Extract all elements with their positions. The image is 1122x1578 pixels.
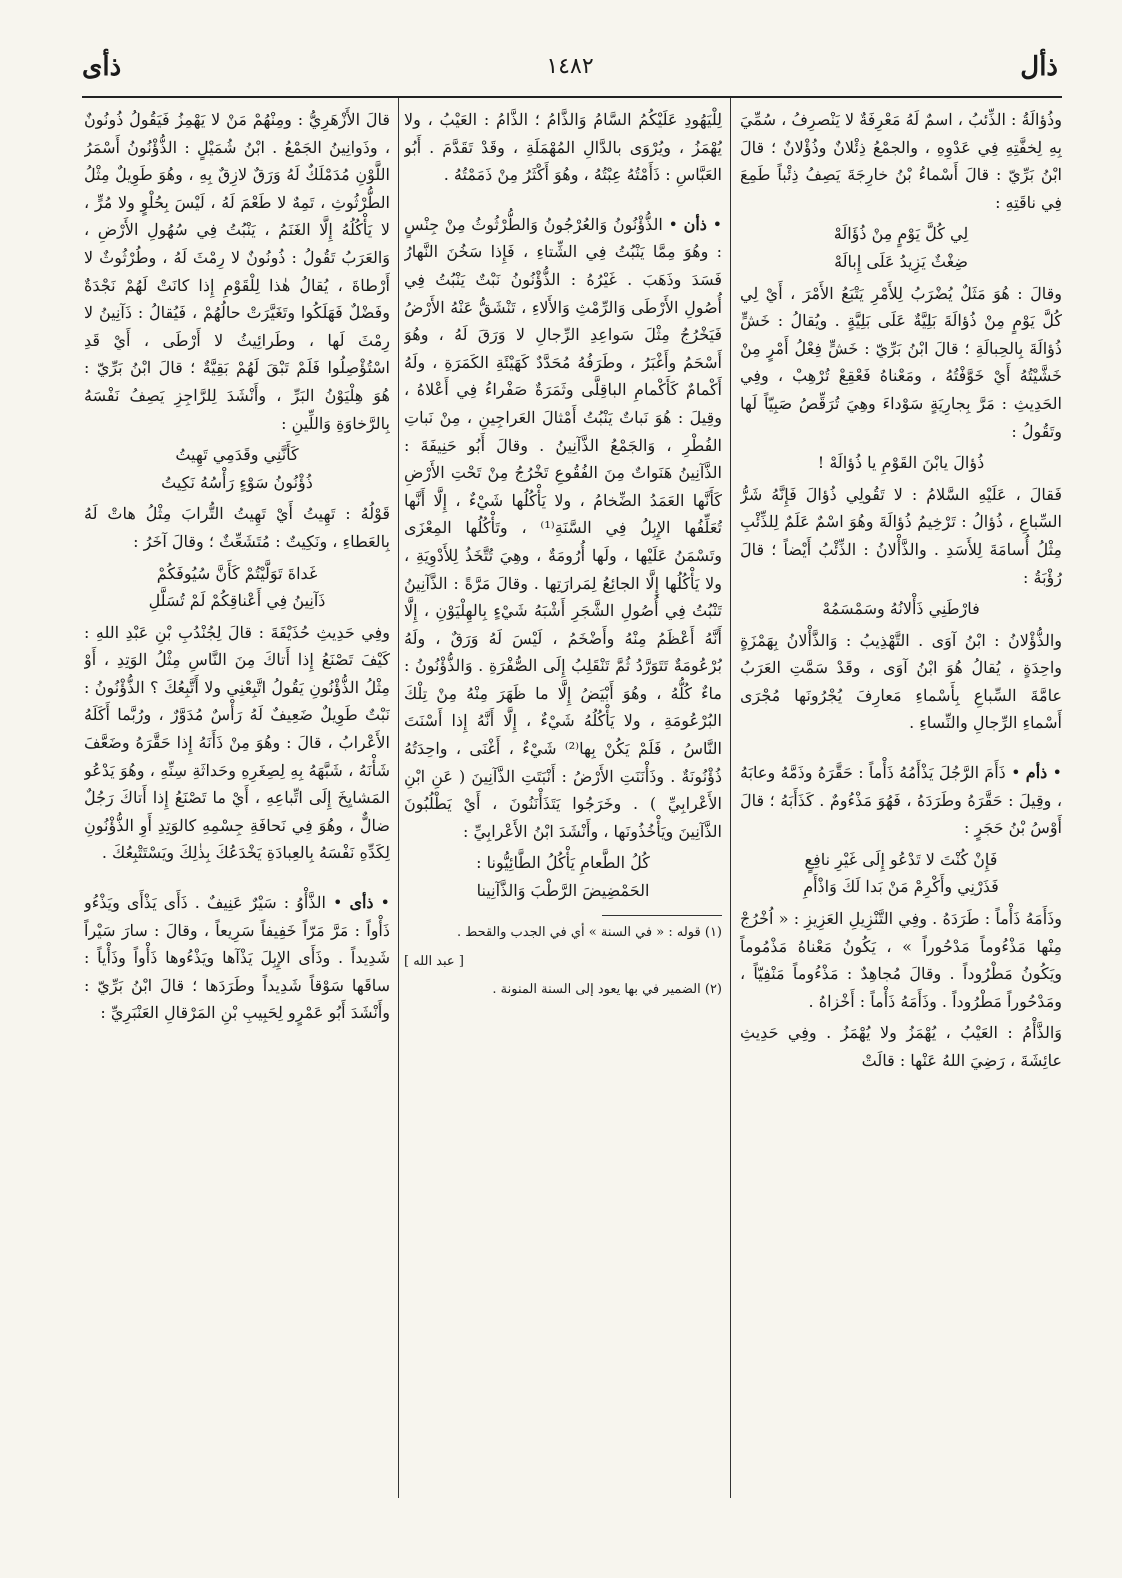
column-divider-right <box>730 98 731 1498</box>
header-root-left: ذأى <box>82 52 122 82</box>
entry-dhaan: • ذأن • الذُّؤْنُونُ وَالعُرْجُونُ وَالطُّرْثُوثُ مِنْ جِنْسٍ : وهُوَ مِمَّا يَنْبُتُ فِي الشِّتاءِ ، فَإِذا سَخُنَ النَّهارُ فَسَدَ وذَهَبَ . غَيْرُهُ : الذُّؤْنُونُ نَبْتٌ يَنْبُتُ فِي أُصُولِ الأَرْطَى وَالرِّمْثِ وَالأَلاءِ ، تَنْشَقُّ عَنْهُ الأَرْضُ فَيَخْرُجُ مِثْلَ سَواعِدِ الرِّجالِ لا وَرَقَ لَهُ ، وهُوَ أَسْحَمُ وأَغْبَرُ ، وطَرَفُهُ مُحَدَّدٌ كَهَيْئَةِ الكَمَرَةِ ، ولَهُ أَكْمامٌ كَأَكْمامِ الباقِلَّى وثَمَرَةٌ صَفْراءُ فِي أَعْلاهُ ، وقِيلَ : هُوَ نَباتٌ يَنْبُتُ أَمْثالَ العَراجِينِ ، مِنْ نَباتِ الفُطْرِ ، وَالجَمْعُ الذَّآنِينُ . وقالَ أَبُو حَنِيفَةَ : الذَّآنِينُ هَنَواتٌ مِنَ الفُقُوعِ تَخْرُجُ مِنْ تَحْتِ الأَرْضِ كَأَنَّها العَمَدُ الضِّخامُ ، ولا يَأْكُلُها شَيْءٌ ، إِلَّا أَنَّها تُعَلِّفُها الإِبِلُ فِي السَّنَةِ⁽¹⁾ ، وتَأْكُلُها المِعْزَى وتَسْمَنُ عَلَيْها ، ولَها أُرُومَةٌ ، وهِيَ تُتَّخَذُ لِلأَدْوِيَةِ ، ولا يَأْكُلُها إِلَّا الجائِعُ لِمَرارَتِها . وقالَ مَرَّةً : الذَّآنِينُ تَنْبُتُ فِي أُصُولِ الشَّجَرِ أَشْبَهُ شَيْءٍ بِالهِلْيَوْنِ ، إِلَّا أَنَّهُ أَعْظَمُ مِنْهُ وأَضْخَمُ ، لَيْسَ لَهُ وَرَقٌ ، ولَهُ بُرْعُومَةٌ تَتَوَرَّدُ ثُمَّ تَنْقَلِبُ إِلَى الصُّفْرَةِ . وَالذُّؤْنُونُ : ماءٌ كُلُّهُ ، وهُوَ أَبْيَضُ إِلَّا ما ظَهَرَ مِنْهُ مِنْ تِلْكَ البُرْعُومَةِ ، ولا يَأْكُلُهُ شَيْءٌ ، إِلَّا أَنَّهُ إِذا أَسْنَتَ النَّاسُ ، فَلَمْ يَكُنْ بِها⁽²⁾ شَيْءٌ ، أَغْنَى ، واحِدَتُهُ ذُؤْنُونَةٌ . وذَأْنَنَتِ الأَرْضُ : أَنْبَتَتِ الذَّآنِينَ ( عَنِ ابْنِ الأَعْرابِيِّ ) . وخَرَجُوا يَتَذَأْنَنُونَ ، أَيْ يَطْلُبُونَ الذَّآنِينَ ويَأْخُذُونَها ، وأَنْشَدَ ابْنُ الأَعْرابِيِّ : <box>404 214 722 841</box>
verse-line: ذُؤالَ يابْنَ القَوْمِ يا ذُؤالَهْ ! <box>817 453 985 473</box>
paragraph: لِلْيَهُودِ عَلَيْكُمُ السَّامُ وَالذَّامُ ؛ الذَّامُ : العَيْبُ ، ولا يُهْمَزُ ، ويُرْوَى بالدَّالِ المُهْمَلَةِ ، وقَدْ تَقَدَّمَ . أَبُو العَبَّاسِ : ذَأَمْتُهُ عِبْتُهُ ، وهُوَ أَكْثَرُ مِنْ ذَمَمْتُهُ . <box>404 110 722 185</box>
column-left <box>84 106 390 1546</box>
verse-line: كُلُ الطَّعامِ يَأْكُلُ الطَّائِيُّونا : <box>476 853 650 873</box>
page-header <box>82 52 1058 92</box>
column-divider-left <box>398 98 399 1498</box>
verse-line: فَذَرْنِي وأَكْرِمْ مَنْ بَدا لَكَ وَاذْأَمِ <box>803 877 999 897</box>
footnote-signature: [ عبد الله ] <box>404 953 464 969</box>
header-rule <box>82 96 1062 98</box>
paragraph: ذَأَمَ الرَّجُلَ يَذْأَمُهُ ذَأْماً : حَقَّرَهُ وذَمَّهُ وعابَهُ ، وقِيلَ : حَقَّرَهُ وطَرَدَهُ ، فَهُوَ مَذْءُومٌ . كَذَأَبَهُ ؛ قالَ أَوْسُ بْنُ حَجَرٍ : <box>740 763 1062 838</box>
verse <box>740 220 1062 275</box>
footnote-1: (١) قوله : « في السنة » أي في الجدب والقحط . <box>456 924 722 940</box>
paragraph: الذُّؤْنُونُ وَالعُرْجُونُ وَالطُّرْثُوثُ مِنْ جِنْسٍ : وهُوَ مِمَّا يَنْبُتُ فِي الشِّتاءِ ، فَإِذا سَخُنَ النَّهارُ فَسَدَ وذَهَبَ . غَيْرُهُ : الذُّؤْنُونُ نَبْتٌ يَنْبُتُ فِي أُصُولِ الأَرْطَى وَالرِّمْثِ وَالأَلاءِ ، تَنْشَقُّ عَنْهُ الأَرْضُ فَيَخْرُجُ مِثْلَ سَواعِدِ الرِّجالِ لا وَرَقَ لَهُ ، وهُوَ أَسْحَمُ وأَغْبَرُ ، وطَرَفُهُ مُحَدَّدٌ كَهَيْئَةِ الكَمَرَةِ ، ولَهُ أَكْمامٌ كَأَكْمامِ الباقِلَّى وثَمَرَةٌ صَفْراءُ فِي أَعْلاهُ ، وقِيلَ : هُوَ نَباتٌ يَنْبُتُ أَمْثالَ العَراجِينِ ، مِنْ نَباتِ الفُطْرِ ، وَالجَمْعُ الذَّآنِينُ . وقالَ أَبُو حَنِيفَةَ : الذَّآنِينُ هَنَواتٌ مِنَ الفُقُوعِ تَخْرُجُ مِنْ تَحْتِ الأَرْضِ كَأَنَّها العَمَدُ الضِّخامُ ، ولا يَأْكُلُها شَيْءٌ ، إِلَّا أَنَّها تُعَلِّفُها الإِبِلُ فِي السَّنَةِ⁽¹⁾ ، وتَأْكُلُها المِعْزَى وتَسْمَنُ عَلَيْها ، ولَها أُرُومَةٌ ، وهِيَ تُتَّخَذُ لِلأَدْوِيَةِ ، ولا يَأْكُلُها إِلَّا الجائِعُ لِمَرارَتِها . وقالَ مَرَّةً : الذَّآنِينُ تَنْبُتُ فِي أُصُولِ الشَّجَرِ أَشْبَهُ شَيْءٍ بِالهِلْيَوْنِ ، إِلَّا أَنَّهُ أَعْظَمُ مِنْهُ وأَضْخَمُ ، لَيْسَ لَهُ وَرَقٌ ، ولَهُ بُرْعُومَةٌ تَتَوَرَّدُ ثُمَّ تَنْقَلِبُ إِلَى الصُّفْرَةِ . وَالذُّؤْنُونُ : ماءٌ كُلُّهُ ، وهُوَ أَبْيَضُ إِلَّا ما ظَهَرَ مِنْهُ مِنْ تِلْكَ البُرْعُومَةِ ، ولا يَأْكُلُهُ شَيْءٌ ، إِلَّا أَنَّهُ إِذا أَسْنَتَ النَّاسُ ، فَلَمْ يَكُنْ بِها⁽²⁾ شَيْءٌ ، أَغْنَى ، واحِدَتُهُ ذُؤْنُونَةٌ . وذَأْنَنَتِ الأَرْضُ : أَنْبَتَتِ الذَّآنِينَ ( عَنِ ابْنِ الأَعْرابِيِّ ) . وخَرَجُوا يَتَذَأْنَنُونَ ، أَيْ يَطْلُبُونَ الذَّآنِينَ ويَأْخُذُونَها ، وأَنْشَدَ ابْنُ الأَعْرابِيِّ : <box>404 214 722 841</box>
column-middle <box>404 106 722 1546</box>
verse <box>404 849 722 904</box>
paragraph: وفِي حَدِيثِ حُذَيْفَةَ : قالَ لِجُنْدُبِ بْنِ عَبْدِ اللهِ : كَيْفَ تَصْنَعُ إِذا أَتاكَ مِنَ النَّاسِ مِثْلُ الوَتِدِ ، أَوْ مِثْلُ الذُّؤْنُونِ يَقُولُ اتَّبِعْنِي ولا أَتَّبِعُكَ ؟ الذُّؤْنُونُ : نَبْتٌ طَوِيلٌ ضَعِيفٌ لَهُ رَأْسٌ مُدَوَّرٌ ، ورُبَّما أَكَلَهُ الأَعْرابُ ، قالَ : وهُوَ مِنْ ذَأَنَهُ إِذا حَقَّرَهُ وضَعَّفَ شَأْنَهُ ، شَبَّهَهُ بِهِ لِصِغَرِهِ وحَداثَةِ سِنِّهِ ، وهُوَ يَدْعُو المَشايِخَ إِلَى اتِّباعِهِ ، أَيْ ما تَصْنَعُ إِذا أَتاكَ رَجُلٌ ضالٌّ ، وهُوَ فِي نَحافَةِ جِسْمِهِ كالوَتِدِ أَوِ الذُّؤْنُونِ لِكَدِّهِ نَفْسَهُ بِالعِبادَةِ يَخْدَعُكَ بِذٰلِكَ ويَسْتَتْبِعُكَ . <box>84 622 390 863</box>
paragraph: قَوْلُهُ : تَهِيتُ أَيْ تَهِيتُ التُّرابَ مِثْلُ هاتْ لَهُ بِالعَطاءِ ، ونَكِيتٌ : مُتَشَعِّثٌ ؛ وقالَ آخَرُ : <box>84 504 390 551</box>
verse-line: الحَمْضِيضَ الرَّطْبَ وَالذَّآنِينا <box>476 881 650 901</box>
paragraph: وَالذَّأْمُ : العَيْبُ ، يُهْمَزُ ولا يُهْمَزُ . وفِي حَدِيثِ عائِشَةَ ، رَضِيَ اللهُ عَنْها : قالَتْ <box>740 1023 1062 1070</box>
entry-dhaam: • ذأم • ذَأَمَ الرَّجُلَ يَذْأَمُهُ ذَأْماً : حَقَّرَهُ وذَمَّهُ وعابَهُ ، وقِيلَ : حَقَّرَهُ وطَرَدَهُ ، فَهُوَ مَذْءُومٌ . كَذَأَبَهُ ؛ قالَ أَوْسُ بْنُ حَجَرٍ : <box>740 763 1062 838</box>
headword: ذأى <box>349 893 374 913</box>
verse-line: ضِغْثٌ يَزِيدُ عَلَى إِبالَهْ <box>834 251 968 271</box>
verse-line: لِي كُلَّ يَوْمٍ مِنْ ذُؤَالَهْ <box>833 224 969 244</box>
paragraph: قالَ الأَزْهَرِيُّ : ومِنْهُمْ مَنْ لا يَهْمِزُ فَيَقُولُ ذُونُونٌ ، وذَوانِينُ الجَمْعُ . ابْنُ شُمَيْلٍ : الذُّؤْنُونُ أَسْمَرُ اللَّوْنِ مُدَمْلَكٌ لَهُ وَرَقٌ لازِقٌ بِهِ ، وهُوَ طَوِيلٌ مِثْلُ الطُّرْثُوثِ ، تَمِهٌ لا طَعْمَ لَهُ ، لَيْسَ بِحُلْوٍ ولا مُرٍّ ، لا يَأْكُلُهُ إِلَّا الغَنَمُ ، يَنْبُتُ فِي سُهُولِ الأَرْضِ ، وَالعَرَبُ تَقُولُ : ذُونُونٌ لا رِمْثَ لَهُ ، وطُرْثُوثٌ لا أَرْطاةَ ، يُقالُ هٰذا لِلْقَوْمِ إِذا كانَتْ لَهُمْ نَجْدَةٌ وفَضْلٌ فَهَلَكُوا وتَغَيَّرَتْ حالُهُمْ ، فَيُقالُ : ذَآنِينُ لا رِمْثَ لَها ، وطَرائِيثُ لا أَرْطَى ، أَيْ قَدِ اسْتُؤْصِلُوا فَلَمْ تَبْقَ لَهُمْ بَقِيَّةٌ ؛ قالَ ابْنُ بَرِّيّ : هُوَ هِلْيَوْنُ البَرِّ ، وأَنْشَدَ لِلرَّاجِزِ يَصِفُ نَفْسَهُ بِالرَّخاوَةِ وَاللِّينِ : <box>84 110 390 433</box>
verse-line: كَأَنَّنِي وقَدَمِي تَهِيتُ <box>175 445 299 465</box>
paragraph: الذَّأْوُ : سَيْرٌ عَنِيفٌ . ذَأَى يَذْأَى ويَذْءُو ذَأْواً : مَرَّ مَرّاً خَفِيفاً سَرِيعاً ، وقالَ : سارَ سَيْراً شَدِيداً . وذَأَى الإِبِلَ يَذْآها ويَذْءُوها ذَأْواً وذَأْياً : ساقَها سَوْقاً شَدِيداً وطَرَدَها ؛ قالَ ابْنُ بَرِّيّ : وأَنْشَدَ أَبُو عَمْرٍو لِحَبِيبِ بْنِ المَرْقالِ العَنْبَرِيِّ : <box>84 893 390 1023</box>
paragraph: وقالَ : هُوَ مَثَلٌ يُضْرَبُ لِلأَمْرِ يَتْبَعُ الأَمْرَ ، أَيْ لِي كُلَّ يَوْمٍ مِنْ ذُؤالَةَ بَلِيَّةٌ عَلَى بَلِيَّةٍ . ويُقالُ : خَشٍّ ذُؤالَةَ بِالحِبالَةِ ؛ قالَ ابْنُ بَرِّيّ : خَشٍّ فِعْلُ أَمْرٍ مِنْ خَشَّيْتُهُ أَيْ خَوَّفْتُهُ ، ومَعْناهُ فَعْقِعْ تُرْهِبْ ، وفِي الحَدِيثِ : مَرَّ بِجارِيَةٍ سَوْداءَ وهِيَ تُرَقِّصُ صَبِيّاً لَها وتَقُولُ : <box>740 283 1062 441</box>
verse-line: ذَآنِينُ فِي أَعْناقِكُمْ لَمْ تُسَلَّلِ <box>148 591 326 611</box>
verse <box>84 560 390 615</box>
footnote-2: (٢) الضمير في بها يعود إلى السنة المنونة . <box>492 982 722 998</box>
paragraph: وذُؤالَةُ : الذِّئبُ ، اسمٌ لَهُ مَعْرِفَةٌ لا يَنْصرِفُ ، سُمِّيَ بِهِ لِخفَّتِهِ فِي عَدْوِهِ ، والجمْعُ ذِئْلانٌ وذُؤْلانٌ ؛ قالَ ابْنُ بَرِّيّ : قالَ أَسْماءُ بْنُ خارِجَةَ يَصِفُ ذِئْباً طَمِعَ فِي ناقَتِهِ : <box>740 110 1062 212</box>
verse <box>740 846 1062 901</box>
column-right <box>740 106 1062 1546</box>
paragraph: والذُّؤْلانُ : ابْنُ آوَى . التَّهْذِيبُ : وَالذَّأْلانُ بِهَمْزَةٍ واحِدَةٍ ، يُقالُ هُوَ ابْنُ آوَى ، وقَدْ سَمَّتِ العَرَبُ عامَّةَ السِّباعِ بِأَسْماءِ مَعارِفَ يُجْرُونَها مُجْرَى أَسْماءِ الرِّجالِ والنِّساءِ . <box>740 630 1062 733</box>
verse-line: فارْطَنِي ذَأْلانُهُ وسَمْسَمُهْ <box>822 599 980 619</box>
verse-line: ذُؤْنُونُ سَوْءٍ رَأْسُهُ نَكِيتُ <box>161 472 313 492</box>
headword: ذأن <box>683 214 707 234</box>
footnote-rule <box>602 915 722 916</box>
verse <box>84 441 390 496</box>
verse-line: غَداةَ تَوَلَّيْتُمْ كَأَنَّ سُيُوفَكُمْ <box>156 563 318 583</box>
paragraph: وذَأَمَهُ ذَأْماً : طَرَدَهُ . وفِي التَّنْزِيلِ العَزِيزِ : « اُخْرُجْ مِنْها مَذْءُوماً مَدْحُوراً » ، يَكُونُ مَعْناهُ مَذْمُوماً ويَكُونُ مَطْرُوداً . وقالَ مُجاهِدٌ : مَذْءُوماً مَنْفِيّاً ، ومَدْحُوراً مَطْرُوداً . وذَأَمَهُ ذَأْماً : أَخْزاهُ . <box>740 909 1062 1011</box>
page-number: ١٤٨٢ <box>546 54 594 79</box>
entry-dhaay: • ذأى • الذَّأْوُ : سَيْرٌ عَنِيفٌ . ذَأَى يَذْأَى ويَذْءُو ذَأْواً : مَرَّ مَرّاً خَفِيفاً سَرِيعاً ، وقالَ : سارَ سَيْراً شَدِيداً . وذَأَى الإِبِلَ يَذْآها ويَذْءُوها ذَأْواً وذَأْياً : ساقَها سَوْقاً شَدِيداً وطَرَدَها ؛ قالَ ابْنُ بَرِّيّ : وأَنْشَدَ أَبُو عَمْرٍو لِحَبِيبِ بْنِ المَرْقالِ العَنْبَرِيِّ : <box>84 893 390 1023</box>
verse <box>740 595 1062 623</box>
header-root-right: ذأل <box>1020 52 1058 82</box>
headword: ذأم <box>1025 763 1048 783</box>
verse-line: فَإِنْ كُنْتَ لا تَدْعُو إِلَى غَيْرِ نافِعٍ <box>804 849 998 869</box>
verse <box>740 449 1062 477</box>
paragraph: فَقالَ ، عَلَيْهِ السَّلامُ : لا تَقُولِي ذُؤالَ فَإِنَّهُ شَرُّ السِّباعِ ، ذُؤالُ : تَرْخِيمُ ذُؤالَةَ وهُوَ اسْمٌ عَلَمٌ لِلذِّئْبِ مِثْلُ أُسامَةَ لِلأَسَدِ . والذَّأْلانُ : الذِّئْبُ أَيْضاً ؛ قالَ رُؤْبَةُ : <box>740 484 1062 587</box>
